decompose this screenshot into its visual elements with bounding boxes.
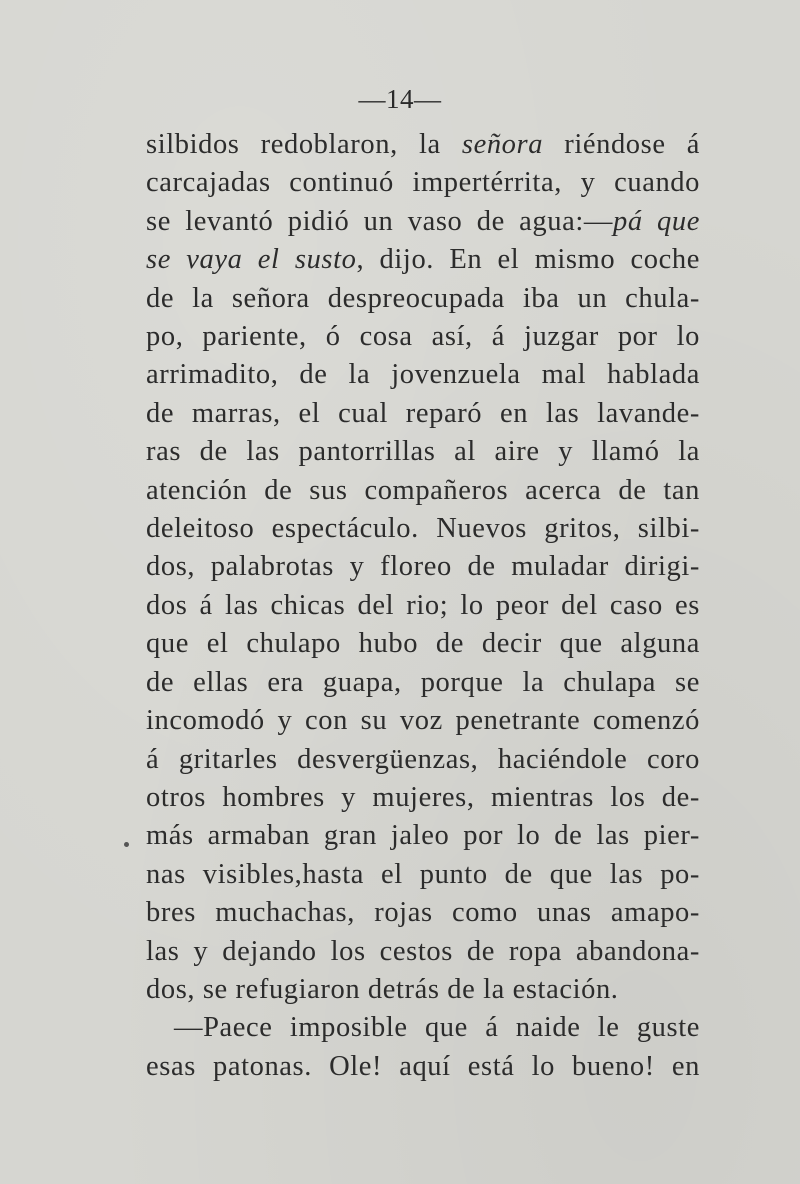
text-line: incomodó y con su voz penetrante comenzó	[146, 705, 700, 737]
text-line: atención de sus compañeros acerca de tan	[146, 474, 700, 506]
text-line: bres muchachas, rojas como unas amapo-	[146, 897, 700, 929]
text-line: po, pariente, ó cosa así, á juzgar por lo	[146, 321, 700, 353]
text-line: deleitoso espectáculo. Nuevos gritos, silbi-	[146, 513, 700, 545]
text-line: se levantó pidió un vaso de agua:—pá que	[146, 205, 700, 237]
text-line: —Paece imposible que á naide le guste	[174, 1012, 700, 1044]
text-line: carcajadas continuó impertérrita, y cuando	[146, 167, 700, 199]
body-text	[146, 126, 700, 1086]
text-line: de la señora despreocupada iba un chula-	[146, 282, 700, 314]
text-line: silbidos redoblaron, la señora riéndose á	[146, 129, 700, 160]
text-line: se vaya el susto, dijo. En el mismo coche	[146, 244, 701, 276]
text-line: nas visibles,hasta el punto de que las po-	[146, 858, 700, 890]
text-line: otros hombres y mujeres, mientras los de-	[146, 781, 700, 813]
text-line: ras de las pantorrillas al aire y llamó la	[146, 436, 700, 468]
text-line: que el chulapo hubo de decir que alguna	[146, 628, 700, 660]
text-line: dos, palabrotas y floreo de muladar dirigi-	[146, 551, 700, 583]
page-number: —14—	[358, 84, 442, 114]
text-line: esas patonas. Ole! aquí está lo bueno! en	[146, 1050, 700, 1082]
text-line: dos, se refugiaron detrás de la estación.	[146, 973, 619, 1005]
text-line: de ellas era guapa, porque la chulapa se	[146, 666, 700, 698]
text-line: á gritarles desvergüenzas, haciéndole coro	[146, 743, 700, 775]
text-line: dos á las chicas del rio; lo peor del caso es	[146, 589, 700, 621]
ink-speck	[124, 842, 129, 847]
text-line: las y dejando los cestos de ropa abandona-	[146, 935, 700, 967]
text-line: de marras, el cual reparó en las lavande-	[146, 397, 700, 429]
text-line: más armaban gran jaleo por lo de las pier-	[146, 820, 700, 852]
text-line: arrimadito, de la jovenzuela mal hablada	[146, 359, 700, 391]
